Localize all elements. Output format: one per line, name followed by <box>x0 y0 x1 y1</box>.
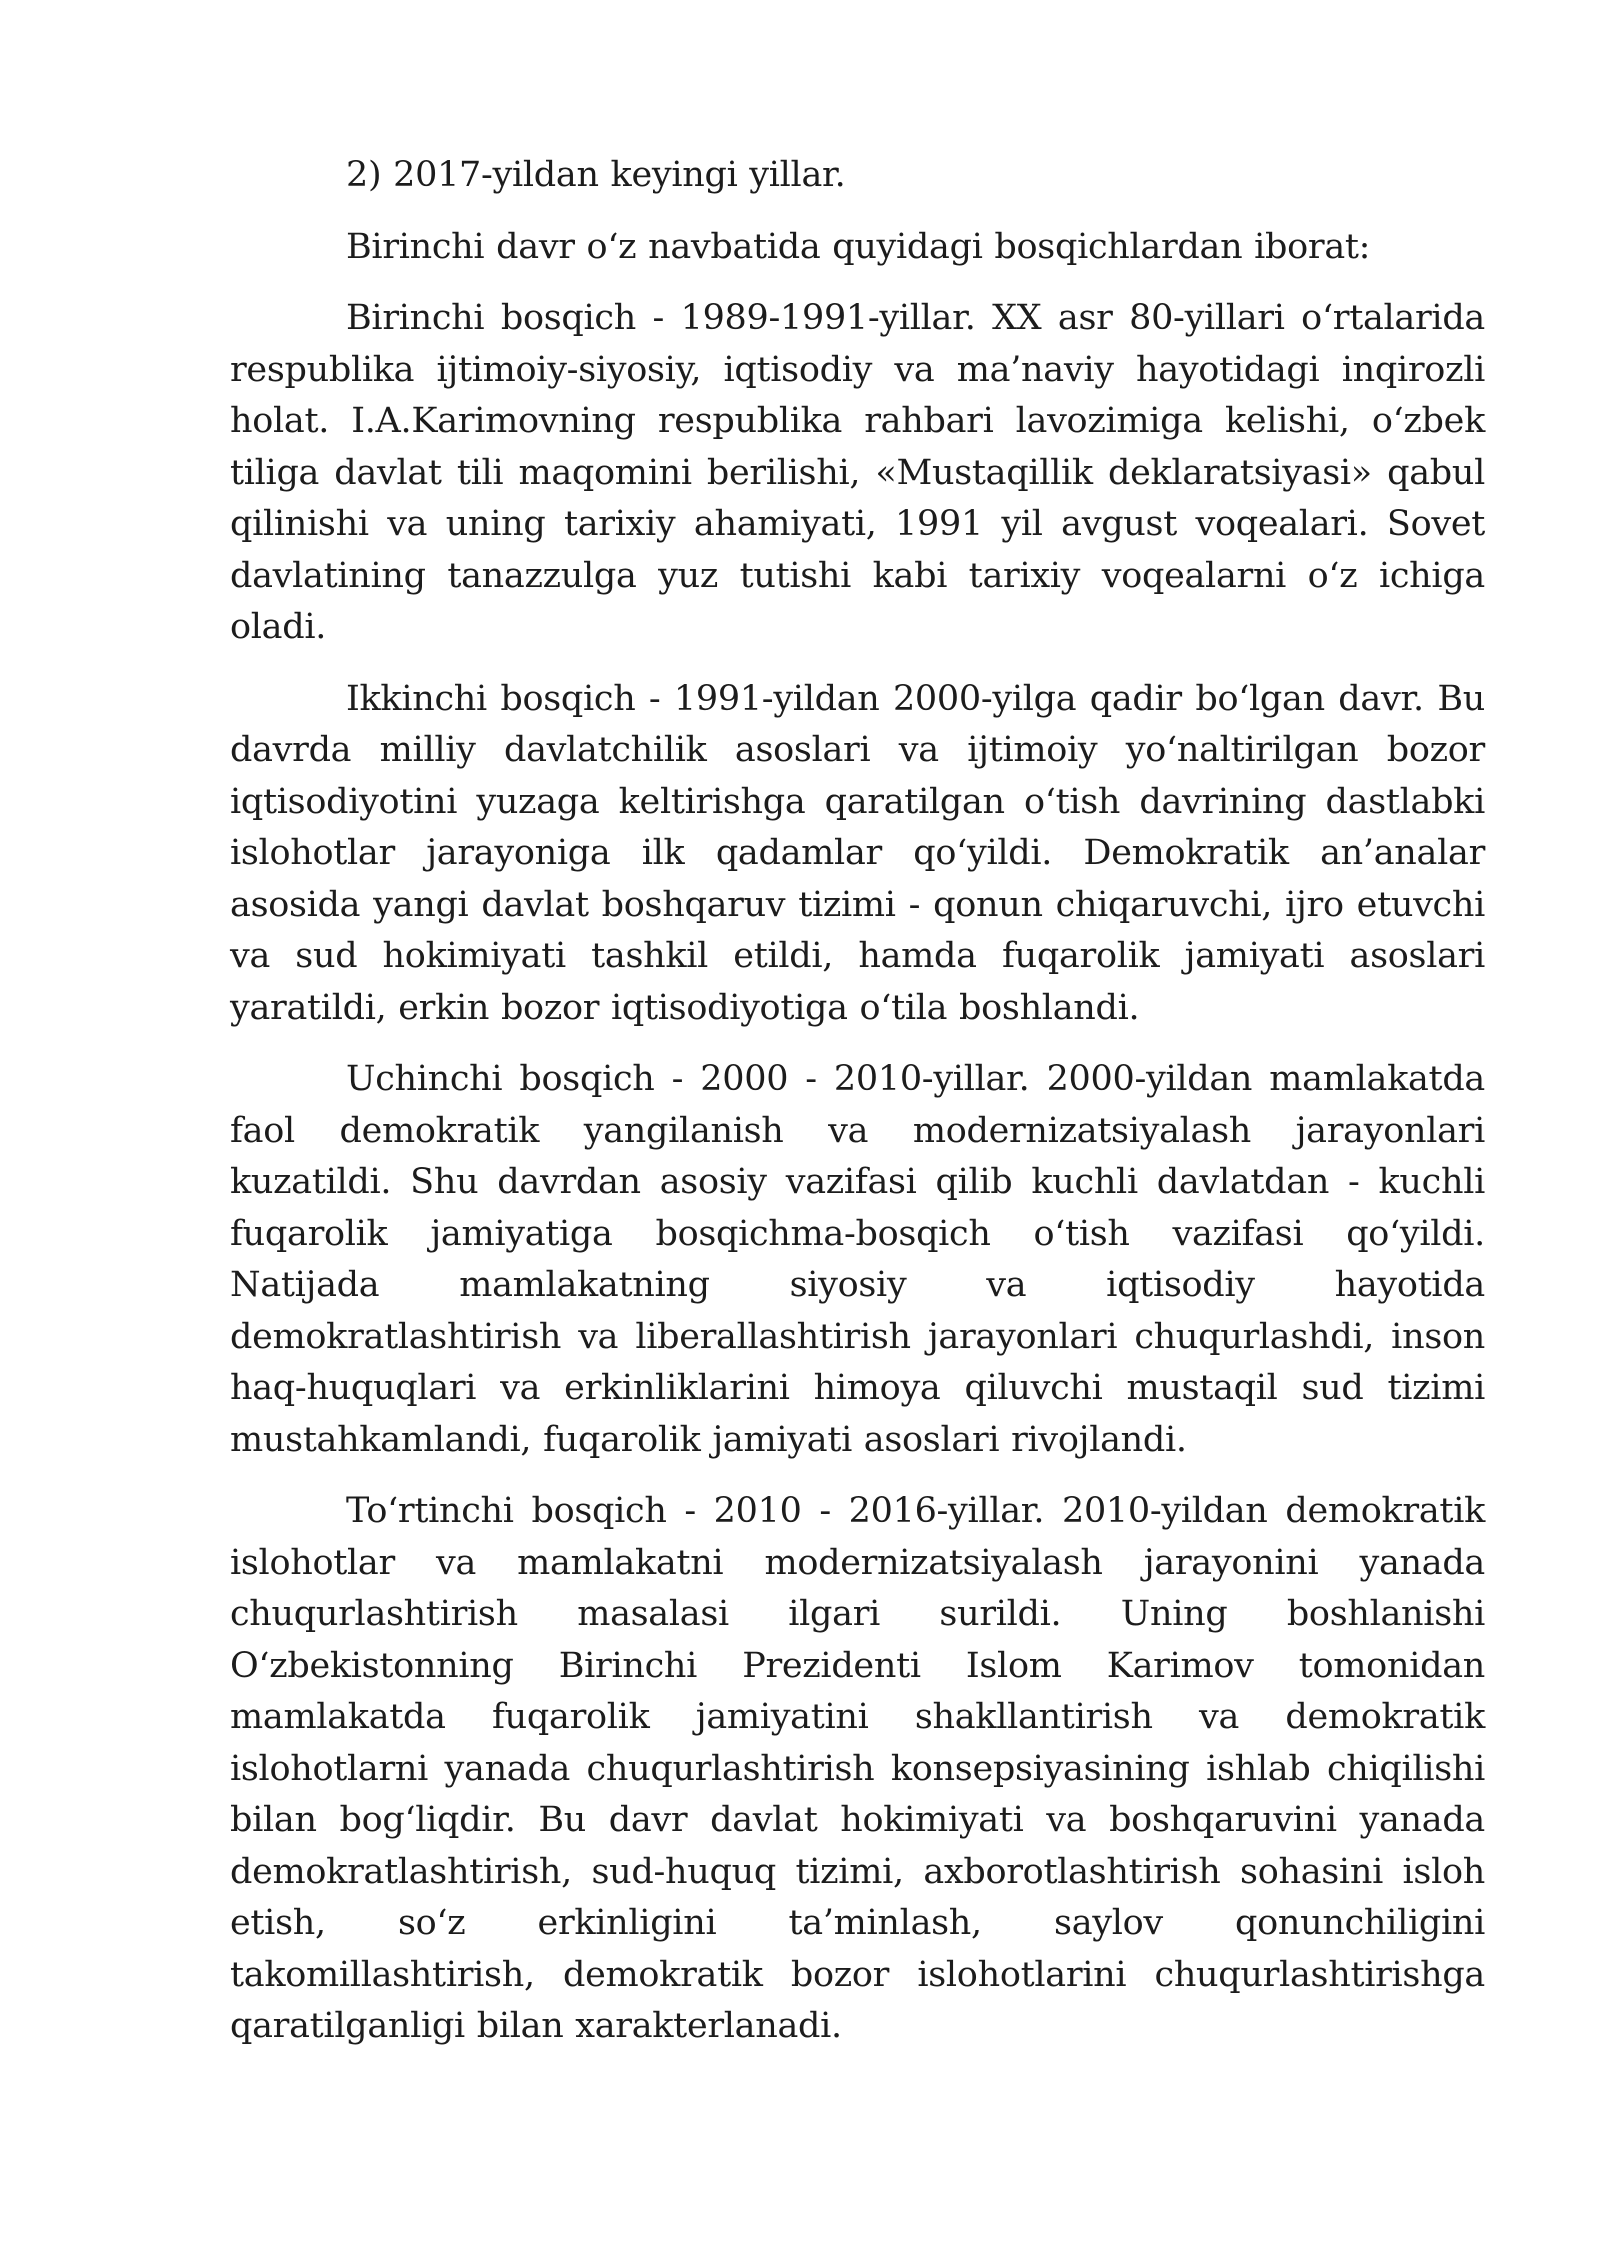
paragraph-stage-three: Uchinchi bosqich - 2000 - 2010-yillar. 2000-yildan mamlakatda faol demokratik yangilanish va modernizatsiyalash jarayonlari kuzatildi. Shu davrdan asosiy vazifasi qilib kuchli davlatdan - kuchli fuqarolik jamiyatiga bosqichma-bosqich o‘tish vazifasi qo‘yildi. Natijada mamlakatning siyosiy va iqtisodiy hayotida demokratlashtirish va liberallashtirish jarayonlari chuqurlashdi, inson haq-huquqlari va erkinliklarini himoya qiluvchi mustaqil sud tizimi mustahkamlandi, fuqarolik jamiyati asoslari rivojlandi. <box>230 1059 1485 1460</box>
paragraph-stage-two: Ikkinchi bosqich - 1991-yildan 2000-yilga qadir bo‘lgan davr. Bu davrda milliy davlatchilik asoslari va ijtimoiy yo‘naltirilgan bozor iqtisodiyotini yuzaga keltirishga qaratilgan o‘tish davrining dastlabki islohotlar jarayoniga ilk qadamlar qo‘yildi. Demokratik an’analar asosida yangi davlat boshqaruv tizimi - qonun chiqaruvchi, ijro etuvchi va sud hokimiyati tashkil etildi, hamda fuqarolik jamiyati asoslari yaratildi, erkin bozor iqtisodiyotiga o‘tila boshlandi. <box>230 678 1485 1028</box>
paragraph-stage-one: Birinchi bosqich - 1989-1991-yillar. XX asr 80-yillari o‘rtalarida respublika ijtimoiy-siyosiy, iqtisodiy va ma’naviy hayotidagi inqirozli holat. I.A.Karimovning respublika rahbari lavozimiga kelishi, o‘zbek tiliga davlat tili maqomini berilishi, «Mustaqillik deklaratsiyasi» qabul qilinishi va uning tarixiy ahamiyati, 1991 yil avgust voqealari. Sovet davlatining tanazzulga yuz tutishi kabi tarixiy voqealarni o‘z ichiga oladi. <box>230 298 1485 647</box>
paragraph-stage-four: To‘rtinchi bosqich - 2010 - 2016-yillar. 2010-yildan demokratik islohotlar va mamlakatni modernizatsiyalash jarayonini yanada chuqurlashtirish masalasi ilgari surildi. Uning boshlanishi O‘zbekistonning Birinchi Prezidenti Islom Karimov tomonidan mamlakatda fuqarolik jamiyatini shakllantirish va demokratik islohotlarni yanada chuqurlashtirish konsepsiyasining ishlab chiqilishi bilan bog‘liqdir. Bu davr davlat hokimiyati va boshqaruvini yanada demokratlashtirish, sud-huquq tizimi, axborotlashtirish sohasini isloh etish, so‘z erkinligini ta’minlash, saylov qonunchiligini takomillashtirish, demokratik bozor islohotlarini chuqurlashtirishga qaratilganligi bilan xarakterlanadi. <box>230 1491 1485 2046</box>
document-body <box>230 150 1485 2053</box>
paragraph-first-period-intro: Birinchi davr o‘z navbatida quyidagi bosqichlardan iborat: <box>346 226 1371 267</box>
paragraph-period-2017: 2) 2017-yildan keyingi yillar. <box>346 155 846 195</box>
